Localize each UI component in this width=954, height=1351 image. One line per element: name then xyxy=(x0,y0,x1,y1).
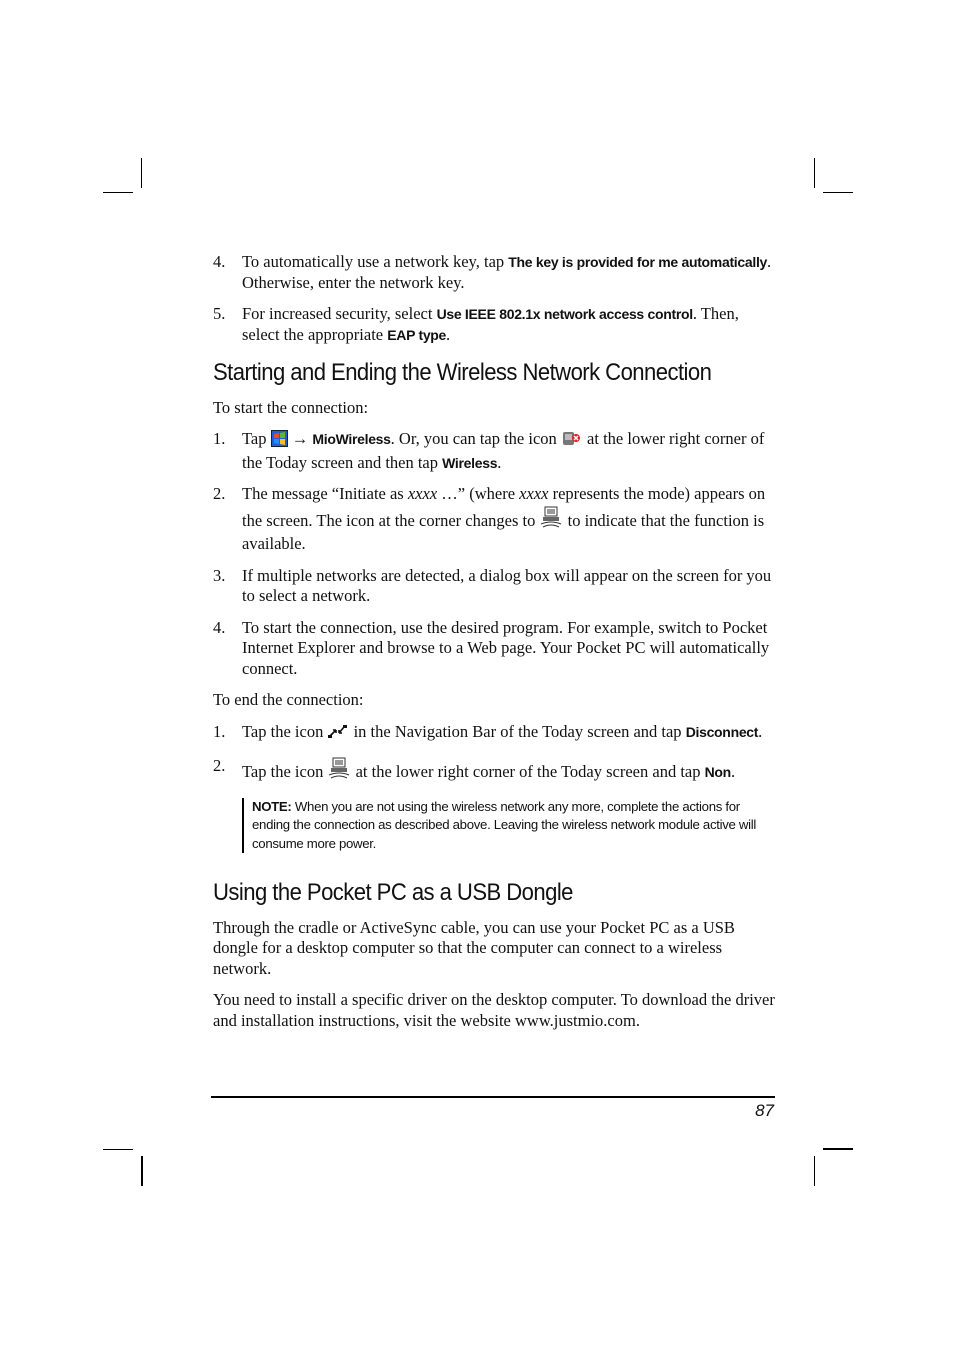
item-text: For increased security, select xyxy=(242,304,437,323)
crop-mark xyxy=(103,1149,133,1150)
item-text: . xyxy=(497,452,502,472)
wireless-off-icon xyxy=(561,429,583,453)
list-item xyxy=(213,484,775,555)
item-number: 5. xyxy=(213,304,226,323)
list-item xyxy=(213,618,775,680)
page-content xyxy=(213,252,775,1031)
ui-label: Non xyxy=(704,764,731,780)
item-text: . xyxy=(730,762,736,781)
item-number: 4. xyxy=(213,252,226,271)
wireless-on-icon xyxy=(539,505,563,535)
item-text: represents the mode) appears on the screen. The icon at the corner changes to xyxy=(242,484,766,530)
item-text: The message “Initiate as xyxy=(242,484,408,503)
item-text: . xyxy=(446,324,451,344)
connectivity-icon xyxy=(327,724,349,746)
section-heading: Using the Pocket PC as a USB Dongle xyxy=(213,879,573,906)
crop-mark xyxy=(141,158,142,188)
item-text: Tap xyxy=(242,429,271,448)
crop-mark xyxy=(103,192,133,193)
footer-rule xyxy=(211,1096,775,1098)
note-text: When you are not using the wireless network any more, complete the actions for ending the connection as described above. Leaving the wireless network module active will consume more power. xyxy=(252,798,757,851)
page-number: 87 xyxy=(755,1101,774,1120)
item-text: To automatically use a network key, tap xyxy=(242,252,509,271)
placeholder-text: xxxx xyxy=(407,484,438,503)
item-text: …” (where xyxy=(437,484,520,503)
placeholder-text: xxxx xyxy=(519,484,549,503)
item-text: at the lower right corner of the Today screen and then tap xyxy=(242,429,765,472)
item-number: 1. xyxy=(213,721,226,741)
item-text: To start the connection, use the desired program. For example, switch to Pocket Internet Explorer and browse to a Web page. Your Pocket PC will automatically connect. xyxy=(242,617,770,678)
item-text: . Otherwise, enter the network key. xyxy=(242,252,772,292)
ui-label: EAP type xyxy=(387,326,447,343)
ui-label: Disconnect xyxy=(685,723,759,740)
intro-text: To end the connection: xyxy=(213,690,364,709)
item-text: . Or, you can tap the icon xyxy=(390,429,561,448)
ui-label: Wireless xyxy=(442,454,498,471)
item-number: 4. xyxy=(213,617,226,637)
list-item xyxy=(213,722,775,746)
list-item xyxy=(213,252,775,293)
list-item xyxy=(213,566,775,607)
ui-label: MioWireless xyxy=(312,431,391,447)
wireless-on-icon xyxy=(327,756,351,786)
item-text: Tap the icon xyxy=(242,762,328,781)
item-text: at the lower right corner of the Today screen and tap xyxy=(351,762,705,781)
crop-mark xyxy=(814,158,815,188)
note-label: NOTE: xyxy=(252,798,292,814)
windows-start-icon xyxy=(271,430,288,453)
item-text: . Then, select the appropriate xyxy=(242,304,739,344)
item-text: . xyxy=(758,721,763,741)
crop-mark xyxy=(141,1156,143,1186)
item-number: 1. xyxy=(213,429,226,448)
paragraph: Through the cradle or ActiveSync cable, you can use your Pocket PC as a USB dongle for a desktop computer so that the computer can connect to a wireless network. xyxy=(213,917,735,978)
ui-label: The key is provided for me automatically xyxy=(508,254,768,270)
crop-mark xyxy=(814,1156,815,1186)
arrow-glyph: → xyxy=(287,429,313,448)
item-text: Tap the icon xyxy=(242,721,328,741)
item-text: If multiple networks are detected, a dialog box will appear on the screen for you to select a network. xyxy=(242,565,772,605)
list-item xyxy=(213,429,775,473)
list-item xyxy=(213,756,775,786)
intro-text: To start the connection: xyxy=(213,397,369,417)
item-number: 2. xyxy=(213,484,226,503)
list-item xyxy=(213,304,775,345)
paragraph: You need to install a specific driver on the desktop computer. To download the driver and installation instructions, visit the website www.justmio.com. xyxy=(213,990,775,1030)
ui-label: Use IEEE 802.1x network access control xyxy=(436,306,693,322)
crop-mark xyxy=(823,1148,853,1150)
crop-mark xyxy=(823,192,853,193)
item-text: to indicate that the function is available. xyxy=(242,510,765,553)
section-heading: Starting and Ending the Wireless Network Connection xyxy=(213,359,712,386)
note-box xyxy=(242,798,775,854)
item-number: 2. xyxy=(213,756,226,775)
item-text: in the Navigation Bar of the Today screen and tap xyxy=(349,721,686,741)
item-number: 3. xyxy=(213,565,226,585)
